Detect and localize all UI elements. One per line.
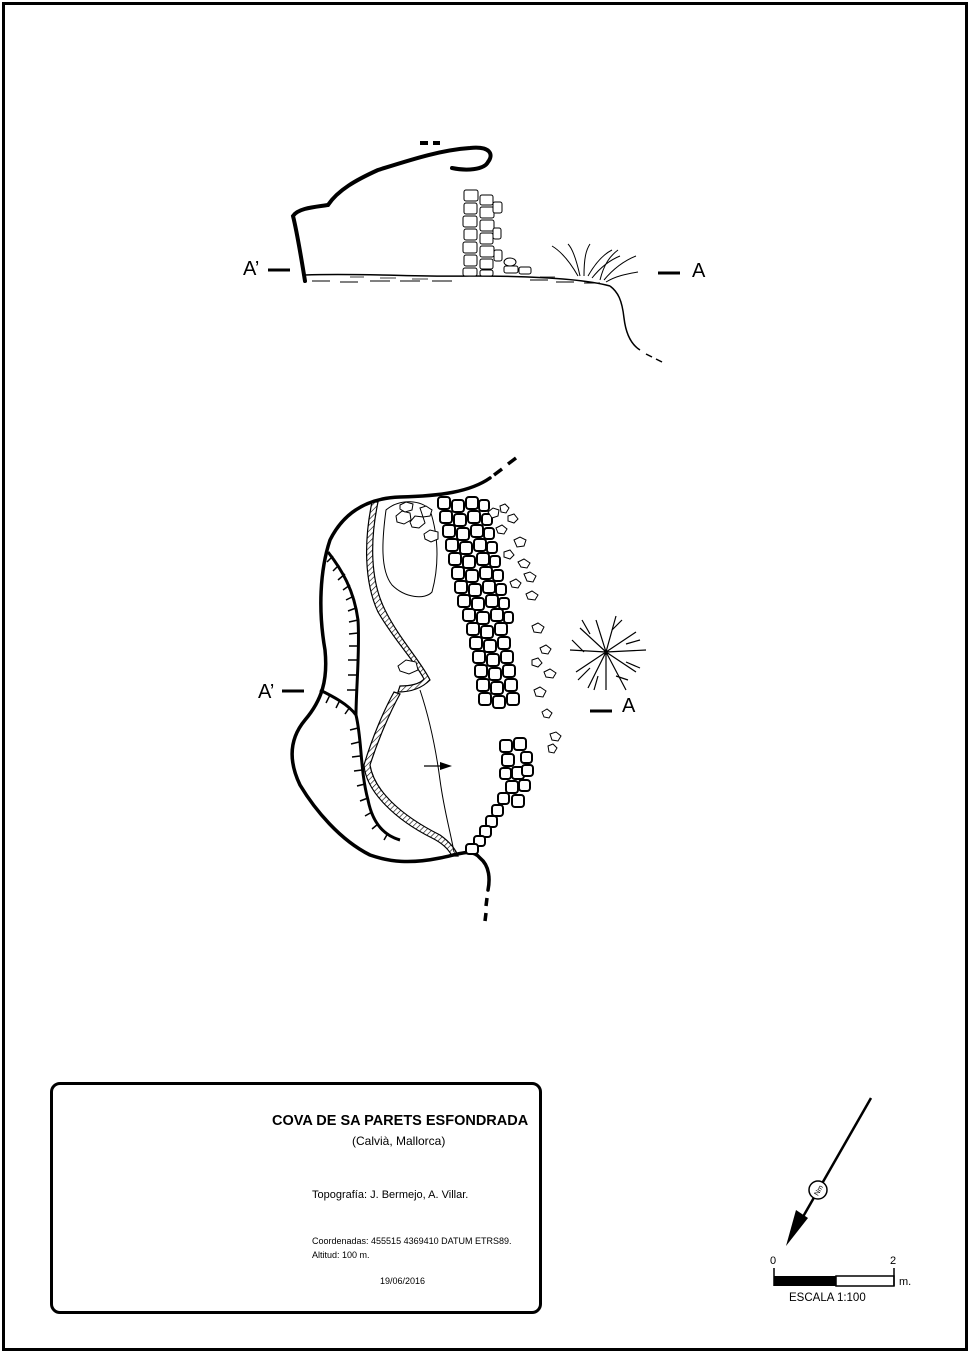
coordinates: Coordenadas: 455515 4369410 DATUM ETRS89. [312,1236,512,1246]
plan-label-left: A’ [258,681,275,703]
altitude: Altitud: 100 m. [312,1250,370,1260]
scale-start-label: 0 [770,1255,777,1267]
plan-stone-wall [438,497,533,854]
plan-shrub [570,616,646,690]
scale-end-label: 2 [890,1255,897,1267]
scale-unit-label: m. [899,1276,912,1288]
north-arrow-badge: Nm [813,1184,826,1198]
cave-section-profile [268,143,680,362]
plan-label-right: A [622,695,636,717]
topography-credits: Topografía: J. Bermejo, A. Villar. [312,1189,469,1201]
north-arrow [786,1098,871,1246]
cave-location: (Calvià, Mallorca) [352,1134,446,1148]
section-label-left: A’ [243,258,260,280]
scale-bar [774,1268,894,1286]
survey-date: 19/06/2016 [380,1276,426,1286]
section-label-right: A [692,260,706,282]
cave-title: COVA DE SA PARETS ESFONDRADA [272,1113,529,1129]
scale-caption: ESCALA 1:100 [789,1292,866,1304]
